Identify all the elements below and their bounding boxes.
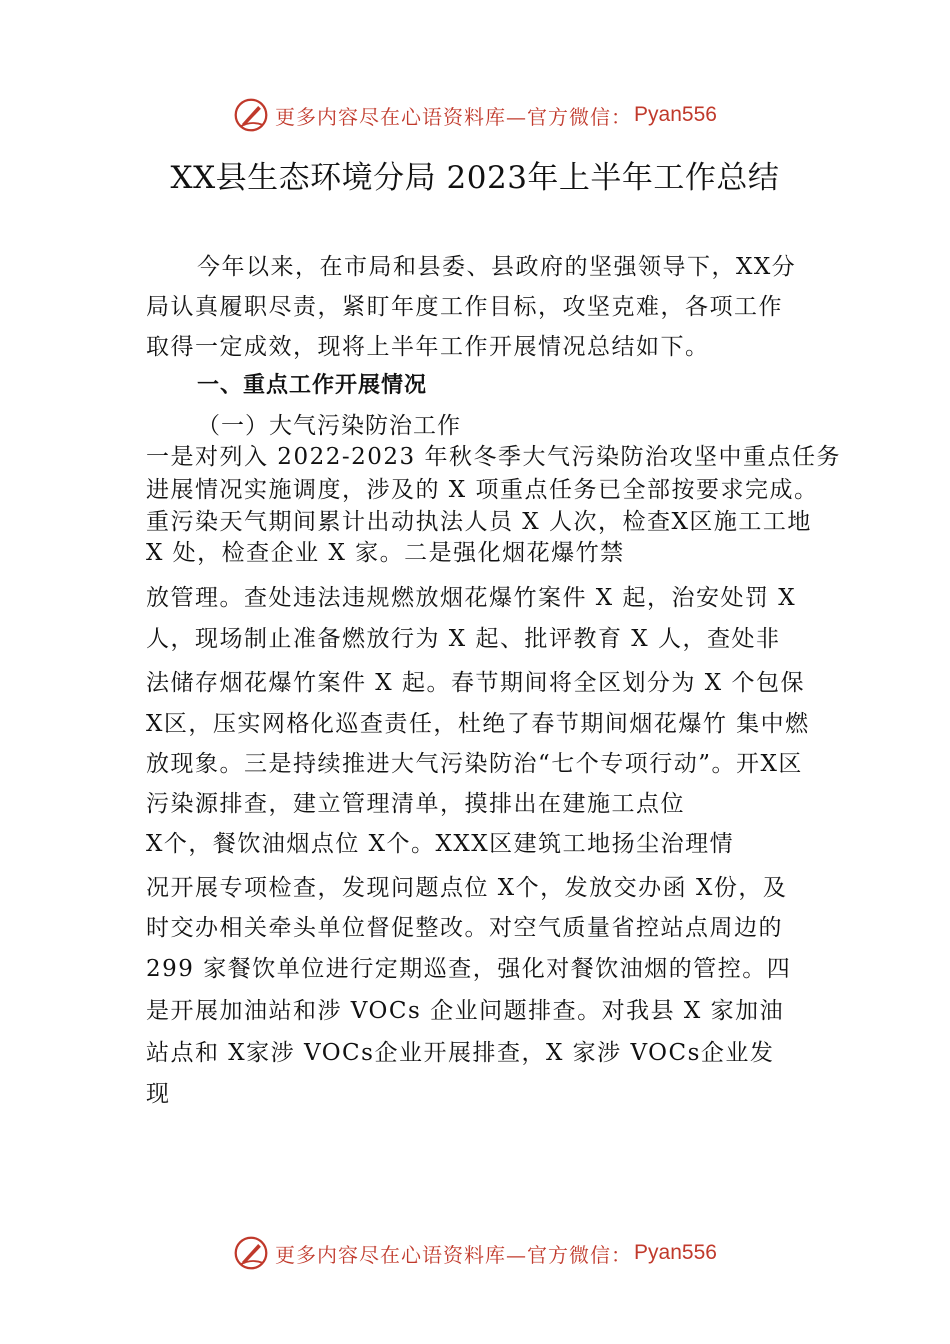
watermark-wechat-id: Pyan556 [634, 103, 717, 126]
paragraph-line: 现 [146, 1081, 171, 1107]
paragraph-line: X 处，检查企业 X 家。二是强化烟花爆竹禁 [146, 540, 625, 566]
watermark-banner-bottom [0, 1231, 950, 1275]
paragraph-line: 重污染天气期间累计出动执法人员 X 人次，检查X区施工工地 [146, 509, 812, 535]
paragraph-line: 污染源排查，建立管理清单，摸排出在建施工点位 [146, 791, 685, 817]
paragraph-line: 取得一定成效，现将上半年工作开展情况总结如下。 [146, 334, 710, 360]
watermark-wechat-id: Pyan556 [634, 1241, 717, 1264]
paragraph-line: 一是对列入 2022-2023 年秋冬季大气污染防治攻坚中重点任务 [146, 444, 841, 470]
paragraph-line: 法储存烟花爆竹案件 X 起。春节期间将全区划分为 X 个包保 [146, 670, 805, 696]
paragraph-line: X区，压实网格化巡查责任，杜绝了春节期间烟花爆竹 集中燃 [146, 711, 810, 737]
watermark-banner-top [0, 93, 950, 137]
paragraph-line: 放管理。查处违法违规燃放烟花爆竹案件 X 起，治安处罚 X [146, 585, 797, 611]
watermark-text: 更多内容尽在心语资料库—官方微信： [275, 104, 633, 129]
pen-logo-icon [233, 1235, 269, 1271]
paragraph-line: X个，餐饮油烟点位 X个。XXX区建筑工地扬尘治理情 [146, 831, 735, 857]
paragraph-line: 进展情况实施调度，涉及的 X 项重点任务已全部按要求完成。 [146, 477, 819, 503]
pen-logo-icon [233, 97, 269, 133]
paragraph-line: 时交办相关牵头单位督促整改。对空气质量省控站点周边的 [146, 915, 783, 941]
paragraph-line: 是开展加油站和涉 VOCs 企业问题排查。对我县 X 家加油 [146, 998, 785, 1024]
document-title: XX县生态环境分局 2023年上半年工作总结 [170, 160, 780, 196]
paragraph-line: 今年以来，在市局和县委、县政府的坚强领导下，XX分 [197, 254, 797, 280]
watermark-text: 更多内容尽在心语资料库—官方微信： [275, 1242, 633, 1267]
section-heading: 一、重点工作开展情况 [197, 373, 428, 398]
paragraph-line: 况开展专项检查，发现问题点位 X个，发放交办函 X份，及 [146, 875, 788, 901]
paragraph-line: 人，现场制止准备燃放行为 X 起、批评教育 X 人，查处非 [146, 626, 781, 652]
paragraph-line: 放现象。三是持续推进大气污染防治“七个专项行动”。开X区 [146, 751, 803, 777]
paragraph-line: 299 家餐饮单位进行定期巡查，强化对餐饮油烟的管控。四 [146, 956, 792, 982]
paragraph-line: 局认真履职尽责，紧盯年度工作目标，攻坚克难，各项工作 [146, 294, 783, 320]
paragraph-line: 站点和 X家涉 VOCs企业开展排查，X 家涉 VOCs企业发 [146, 1040, 775, 1066]
subsection-heading: （一）大气污染防治工作 [197, 413, 461, 439]
